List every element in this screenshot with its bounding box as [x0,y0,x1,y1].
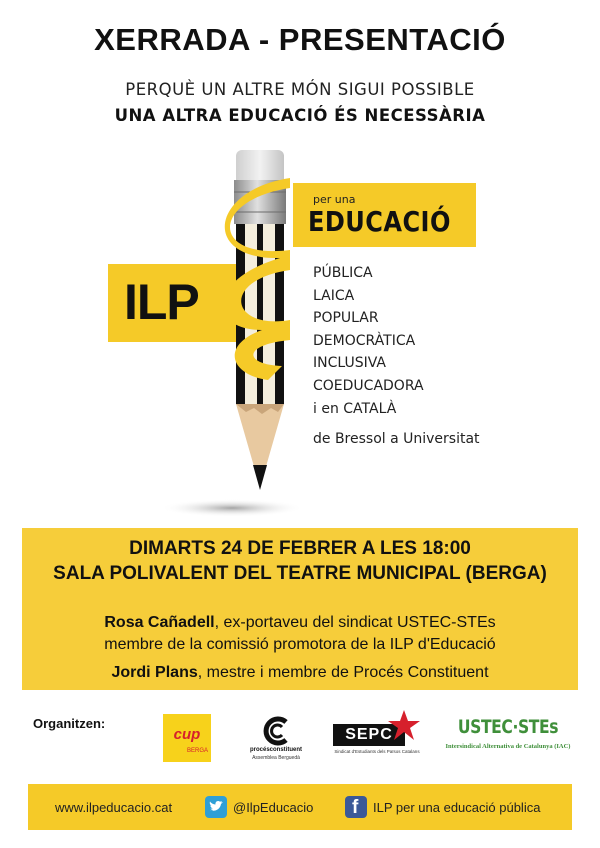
adjectives-list [313,262,424,420]
proces-constituent-text: procésconstituent [249,747,302,753]
speaker-1-role: , ex-portaveu del sindicat USTEC-STEs [214,614,496,631]
sepc-logo-sub: Sindicat d'Estudiants dels Països Catalans [334,749,420,754]
organizers-label: Organitzen: [33,716,106,731]
event-venue: SALA POLIVALENT DEL TEATRE MUNICIPAL (BERGA) [53,563,547,584]
subtitle-line-2: UNA ALTRA EDUCACIÓ ÉS NECESSÀRIA [114,106,486,125]
sepc-logo-text: SEPC [333,724,405,746]
event-date: DIMARTS 24 DE FEBRER A LES 18:00 [129,538,471,559]
adjective-item: COEDUCADORA [313,377,424,394]
scope-text: de Bressol a Universitat [313,431,480,447]
facebook-icon[interactable] [345,796,367,818]
speaker-1-line-1 [22,614,578,632]
star-icon [387,708,421,742]
ustec-stes-logo [443,716,573,760]
proces-constituent-icon [248,716,304,746]
adjective-item: DEMOCRÀTICA [313,332,416,349]
pencil-illustration [150,140,330,525]
per-una-label: per una [313,193,356,206]
adjective-item: INCLUSIVA [313,355,387,372]
twitter-bird-glyph [205,796,227,818]
facebook-f-glyph: f [352,797,359,818]
adjective-item: LAICA [313,287,355,304]
proces-constituent-logo [248,716,304,762]
website-link[interactable]: www.ilpeducacio.cat [55,800,173,815]
twitter-icon[interactable] [205,796,227,818]
proces-constituent-sub: Assemblea Berguedà [252,755,300,761]
speaker-2-line [22,664,578,682]
adjective-item: POPULAR [313,310,379,327]
educacio-wordmark: EDUCACIÓ [308,205,451,238]
ustec-stes-text: USTEC·STEs [457,716,559,738]
page-title: XERRADA - PRESENTACIÓ [94,22,506,57]
cup-logo-text: cup [173,726,201,743]
adjective-item: PÚBLICA [313,265,373,281]
ustec-stes-sub: Intersindical Alternativa de Catalunya (IAC) [445,743,571,750]
speaker-2-role: , mestre i membre de Procés Constituent [197,664,489,681]
adjective-item: i en CATALÀ [313,400,397,417]
speaker-2-name: Jordi Plans [111,664,198,681]
cup-logo [163,714,211,762]
subtitle-line-1: PERQUÈ UN ALTRE MÓN SIGUI POSSIBLE [125,80,475,99]
facebook-page[interactable]: ILP per una educació pública [373,800,541,815]
speaker-1-name: Rosa Cañadell [104,614,215,631]
ilp-wordmark: ILP [124,274,199,330]
speaker-1-line-2: membre de la comissió promotora de la ILP d'Educació [104,636,496,653]
twitter-handle[interactable]: @IlpEducacio [233,800,314,815]
sepc-logo [331,708,423,760]
cup-logo-sub: BERGA [186,748,208,754]
